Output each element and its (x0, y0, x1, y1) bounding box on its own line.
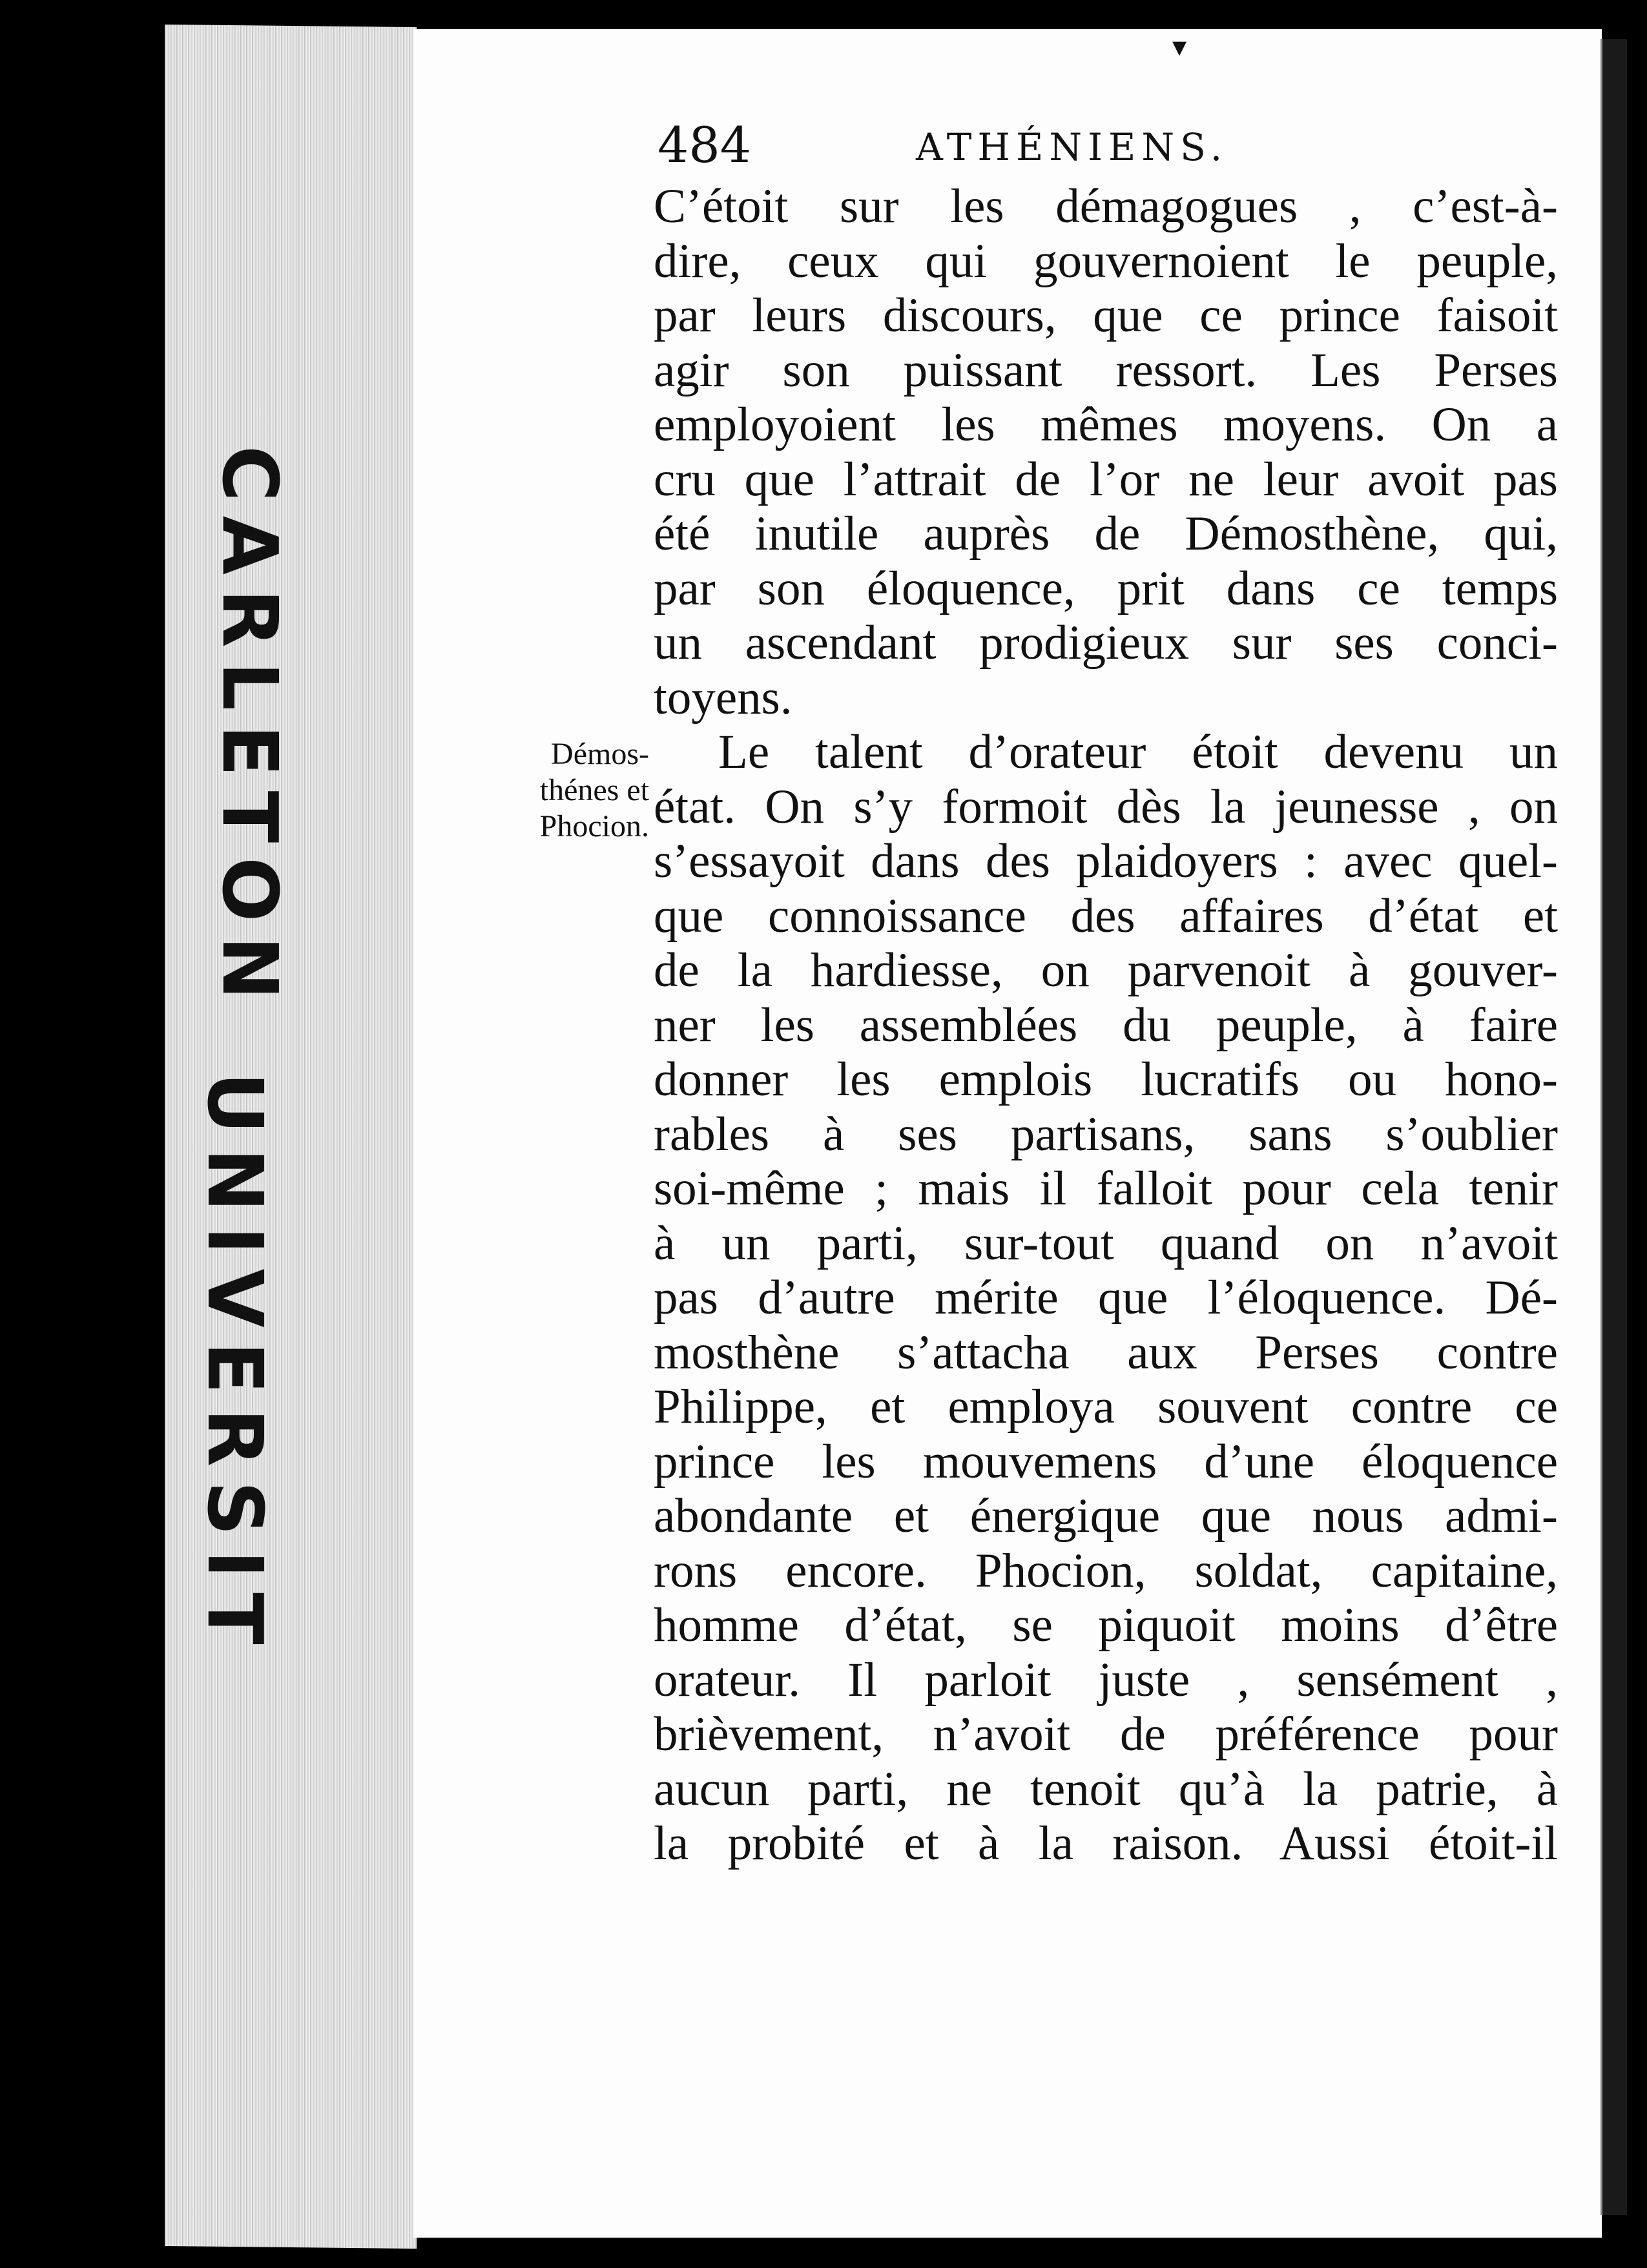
text-line: par leurs discours, que ce prince faisoit (654, 289, 1558, 342)
text-line: prince les mouvemens d’une éloquence (654, 1434, 1558, 1489)
text-line: Le talent d’orateur étoit devenu un (718, 725, 1558, 779)
text-line: homme d’état, se piquoit moins d’être (654, 1598, 1558, 1652)
margin-note (491, 736, 649, 845)
text-line: donner les emplois lucratifs ou hono- (654, 1053, 1558, 1106)
text-line: ner les assemblées du peuple, à faire (654, 998, 1558, 1052)
library-stamp-university: UNIVERSIT (191, 1072, 280, 1659)
page-header (658, 116, 1555, 174)
text-line: état. On s’y formoit dès la jeunesse , on (654, 779, 1558, 834)
text-line: agir son puissant ressort. Les Perses (654, 343, 1558, 397)
text-line: que connoissance des affaires d’état et (654, 889, 1558, 943)
text-line: Philippe, et employa souvent contre ce (654, 1380, 1558, 1434)
text-line: à un parti, sur-tout quand on n’avoit (654, 1216, 1558, 1270)
right-page-edge (1600, 39, 1627, 2215)
text-line: dire, ceux qui gouvernoient le peuple, (654, 234, 1558, 288)
text-line: toyens. (654, 670, 792, 725)
ink-mark: ▾ (1172, 30, 1187, 63)
text-line: pas d’autre mérite que l’éloquence. Dé- (654, 1271, 1558, 1325)
text-line: s’essayoit dans des plaidoyers : avec quel- (654, 834, 1558, 888)
text-line: un ascendant prodigieux sur ses conci- (654, 616, 1558, 670)
margin-note-line: Phocion. (539, 809, 649, 843)
margin-note-line: Démos- (551, 737, 649, 771)
margin-note-line: thénes et (539, 773, 649, 807)
text-line: rables à ses partisans, sans s’oublier (654, 1107, 1558, 1161)
text-line: cru que l’attrait de l’or ne leur avoit pas (654, 452, 1558, 506)
text-line: brièvement, n’avoit de préférence pour (654, 1707, 1558, 1761)
page-number: 484 (658, 116, 752, 174)
library-stamp-carleton: CARLETON (205, 446, 295, 1015)
text-line: été inutile auprès de Démosthène, qui, (654, 507, 1558, 561)
text-line: aucun parti, ne tenoit qu’à la patrie, à (654, 1762, 1558, 1816)
text-line: employoient les mêmes moyens. On a (654, 398, 1558, 451)
text-line: soi-même ; mais il falloit pour cela tenir (654, 1162, 1558, 1215)
text-line: abondante et énergique que nous admi- (654, 1489, 1558, 1543)
text-line: la probité et à la raison. Aussi étoit-il (654, 1817, 1558, 1870)
text-line: C’étoit sur les démagogues , c’est-à- (654, 180, 1558, 233)
text-line: de la hardiesse, on parvenoit à gouver- (654, 943, 1558, 997)
text-line: orateur. Il parloit juste , sensément , (654, 1653, 1558, 1707)
text-line: mosthène s’attacha aux Perses contre (654, 1325, 1558, 1379)
body-text (654, 180, 1558, 1871)
running-head: ATHÉNIENS. (916, 125, 1228, 169)
text-line: rons encore. Phocion, soldat, capitaine, (654, 1543, 1558, 1598)
text-line: par son éloquence, prit dans ce temps (654, 561, 1558, 615)
